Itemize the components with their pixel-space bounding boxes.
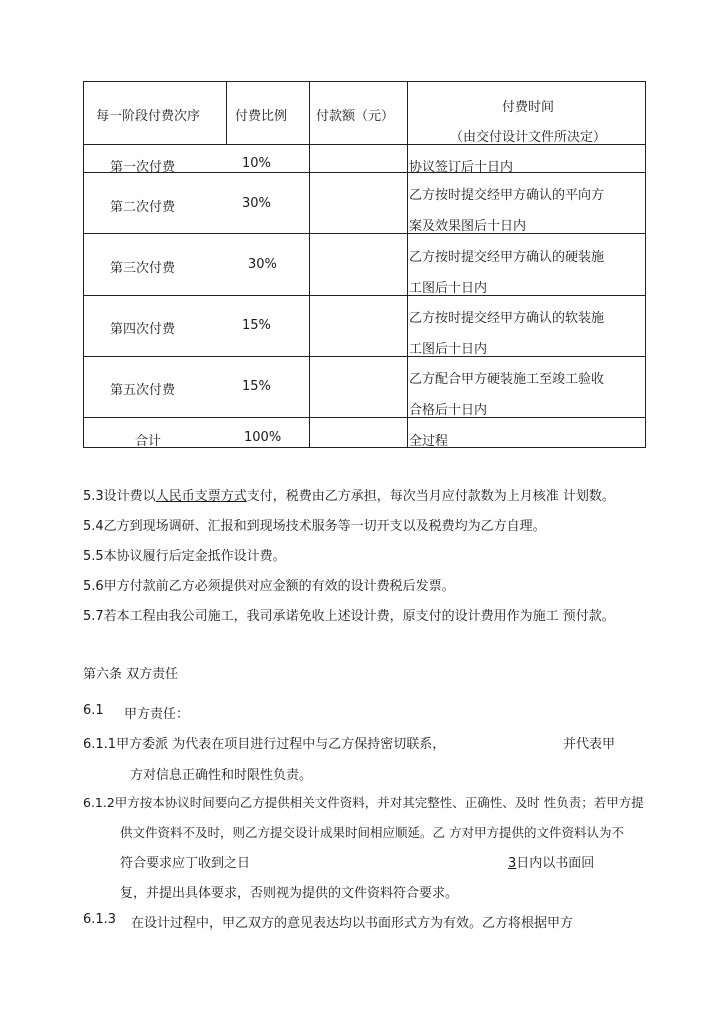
table-divider [83, 233, 646, 234]
clause-6-1-2: 6.1.2甲方按本协议时间要向乙方提供相关文件资料，并对其完整性、正确性、及时 性负责；若甲方提 [83, 795, 644, 810]
clause-5-3-prefix: 5.3设计费以 [83, 489, 156, 504]
row4-time-cont: 工图后十日内 [409, 342, 488, 357]
row3-ratio: 30% [248, 257, 277, 272]
row1-order: 第一次付费 [110, 160, 176, 175]
row2-order: 第二次付费 [110, 200, 176, 215]
clause-6-1-3-text: 在设计过程中，甲乙双方的意见表达均以书面形式方为有效。乙方将根据甲方 [131, 916, 574, 931]
row4-order: 第四次付费 [110, 322, 176, 337]
row4-ratio: 15% [242, 318, 271, 333]
row1-time: 协议签订后十日内 [409, 160, 514, 175]
clause-5-3-rest: 支付，税费由乙方承担，每次当月应付款数为上月核准 计划数。 [246, 489, 615, 504]
row1-ratio: 10% [242, 156, 271, 171]
clause-6-1-2-days [508, 852, 594, 871]
table-divider [226, 81, 227, 145]
clause-6-1-text: 甲方责任： [124, 707, 190, 722]
table-divider [309, 81, 310, 448]
row5-ratio: 15% [242, 379, 271, 394]
row5-time-cont: 合格后十日内 [409, 403, 488, 418]
clause-6-1-3-number: 6.1.3 [83, 912, 117, 927]
clause-6-1-2-line3: 符合要求应丁收到之日 [120, 856, 251, 871]
row4-time: 乙方按时提交经甲方确认的软装施 [409, 311, 605, 326]
header-time: 付费时间 [502, 100, 555, 115]
clause-6-1-2-day-count: 3 [508, 856, 517, 871]
payment-schedule-table [83, 81, 646, 448]
header-amount: 付款额（元） [316, 109, 395, 124]
clause-5-4: 5.4乙方到现场调研、汇报和到现场技术服务等一切开支以及税费均为乙方自理。 [83, 519, 546, 534]
table-divider [83, 417, 646, 418]
clause-6-1-2-line4: 复，并提出具体要求，否则视为提供的文件资料符合要求。 [120, 886, 459, 901]
header-ratio: 付费比例 [235, 109, 288, 124]
clause-6-1-number: 6.1 [83, 703, 104, 718]
table-border-left [83, 81, 84, 448]
row3-time-cont: 工图后十日内 [409, 281, 488, 296]
row3-time: 乙方按时提交经甲方确认的硬装施 [409, 250, 605, 265]
clause-5-6: 5.6甲方付款前乙方必须提供对应金额的有效的设计费税后发票。 [83, 579, 455, 594]
clause-5-5: 5.5本协议履行后定金抵作设计费。 [83, 549, 286, 564]
clause-6-1-2-days-text: 日内以书面回 [516, 856, 595, 871]
clause-6-1-1-cont: 方对信息正确性和时限性负责。 [130, 768, 313, 783]
article-6-heading: 第六条 双方责任 [83, 667, 179, 682]
total-time: 全过程 [409, 434, 449, 449]
header-order: 每一阶段付费次序 [96, 109, 201, 124]
table-divider [83, 295, 646, 296]
row2-time-cont: 案及效果图后十日内 [409, 219, 527, 234]
clause-6-1-2-line2: 供文件资料不及时，则乙方提交设计成果时间相应顺延。乙 方对甲方提供的文件资料认为不 [120, 825, 624, 840]
header-time-note: （由交付设计文件所决定） [450, 130, 607, 145]
table-border-right [645, 81, 646, 448]
row2-ratio: 30% [242, 196, 271, 211]
clause-6-1-1: 6.1.1甲方委派 为代表在项目进行过程中与乙方保持密切联系， [83, 737, 446, 752]
total-order: 合计 [135, 434, 162, 449]
table-border-bottom [83, 447, 646, 448]
row5-order: 第五次付费 [110, 383, 176, 398]
table-divider [83, 356, 646, 357]
clause-5-7: 5.7若本工程由我公司施工，我司承诺免收上述设计费，原支付的设计费用作为施工 预付款。 [83, 609, 615, 624]
total-ratio: 100% [244, 430, 282, 445]
clause-5-3 [83, 485, 615, 504]
clause-5-3-payment-method: 人民币支票方式 [155, 489, 247, 504]
table-divider [407, 81, 408, 448]
table-border-top [83, 81, 646, 82]
row3-order: 第三次付费 [110, 261, 176, 276]
clause-6-1-1-right: 并代表甲 [563, 737, 616, 752]
row5-time: 乙方配合甲方硬装施工至竣工验收 [409, 372, 605, 387]
row2-time: 乙方按时提交经甲方确认的平向方 [409, 188, 605, 203]
